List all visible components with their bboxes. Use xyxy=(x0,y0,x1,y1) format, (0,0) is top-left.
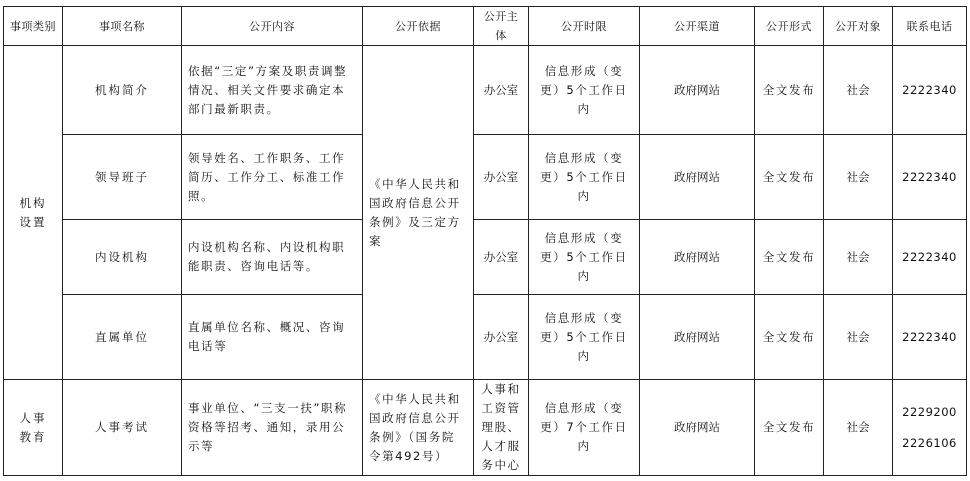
item-subject: 办公室 xyxy=(474,220,529,295)
item-channel: 政府网站 xyxy=(640,380,755,476)
basis-cell: 《中华人民共和国政府信息公开条例》及三定方案 xyxy=(363,46,474,380)
item-audience: 社会 xyxy=(824,46,893,135)
item-name: 机构简介 xyxy=(63,46,182,135)
item-phone xyxy=(893,380,967,476)
category-line: 教育 xyxy=(19,429,47,444)
item-content: 依据“三定”方案及职责调整情况、相关文件要求确定本部门最新职责。 xyxy=(182,46,363,135)
item-name: 人事考试 xyxy=(63,380,182,476)
table-row xyxy=(4,135,967,220)
header-content: 公开内容 xyxy=(182,7,363,46)
item-channel: 政府网站 xyxy=(640,295,755,380)
item-subject: 办公室 xyxy=(474,295,529,380)
item-channel: 政府网站 xyxy=(640,46,755,135)
item-channel: 政府网站 xyxy=(640,220,755,295)
item-deadline: 信息形成（变更）5个工作日内 xyxy=(529,220,640,295)
item-form: 全文发布 xyxy=(755,135,824,220)
item-audience: 社会 xyxy=(824,135,893,220)
item-form: 全文发布 xyxy=(755,220,824,295)
item-deadline: 信息形成（变更）5个工作日内 xyxy=(529,135,640,220)
item-form: 全文发布 xyxy=(755,46,824,135)
item-deadline: 信息形成（变更）5个工作日内 xyxy=(529,46,640,135)
header-item-name: 事项名称 xyxy=(63,7,182,46)
item-phone: 2222340 xyxy=(893,295,967,380)
category-cell xyxy=(4,380,63,476)
item-deadline: 信息形成（变更）7个工作日内 xyxy=(529,380,640,476)
basis-cell: 《中华人民共和国政府信息公开条例》（国务院令第492号） xyxy=(363,380,474,476)
item-name: 内设机构 xyxy=(63,220,182,295)
table-row xyxy=(4,220,967,295)
disclosure-table xyxy=(3,6,967,476)
header-row xyxy=(4,7,967,46)
header-audience: 公开对象 xyxy=(824,7,893,46)
item-channel: 政府网站 xyxy=(640,135,755,220)
header-subject: 公开主体 xyxy=(474,7,529,46)
item-form: 全文发布 xyxy=(755,380,824,476)
item-audience: 社会 xyxy=(824,220,893,295)
phone-line: 2229200 xyxy=(902,404,957,419)
item-audience: 社会 xyxy=(824,380,893,476)
header-category: 事项类别 xyxy=(4,7,63,46)
item-name: 领导班子 xyxy=(63,135,182,220)
category-line: 人事 xyxy=(19,410,47,425)
table-row xyxy=(4,46,967,135)
item-subject: 人事和工资管理股、人才服务中心 xyxy=(474,380,529,476)
item-audience: 社会 xyxy=(824,295,893,380)
header-phone: 联系电话 xyxy=(893,7,967,46)
item-deadline: 信息形成（变更）5个工作日内 xyxy=(529,295,640,380)
item-content: 直属单位名称、概况、咨询电话等 xyxy=(182,295,363,380)
item-phone: 2222340 xyxy=(893,46,967,135)
item-subject: 办公室 xyxy=(474,46,529,135)
header-deadline: 公开时限 xyxy=(529,7,640,46)
item-content: 内设机构名称、内设机构职能职责、咨询电话等。 xyxy=(182,220,363,295)
item-form: 全文发布 xyxy=(755,295,824,380)
item-content: 事业单位、“三支一扶”职称资格等招考、通知，录用公示等 xyxy=(182,380,363,476)
item-phone: 2222340 xyxy=(893,135,967,220)
header-basis: 公开依据 xyxy=(363,7,474,46)
header-form: 公开形式 xyxy=(755,7,824,46)
table-row xyxy=(4,295,967,380)
category-line: 设置 xyxy=(19,214,47,229)
item-phone: 2222340 xyxy=(893,220,967,295)
phone-line: 2226106 xyxy=(902,435,957,450)
header-channel: 公开渠道 xyxy=(640,7,755,46)
table-row xyxy=(4,380,967,476)
category-line: 机构 xyxy=(19,195,47,210)
item-name: 直属单位 xyxy=(63,295,182,380)
category-cell xyxy=(4,46,63,380)
item-content: 领导姓名、工作职务、工作简历、工作分工、标准工作照。 xyxy=(182,135,363,220)
item-subject: 办公室 xyxy=(474,135,529,220)
